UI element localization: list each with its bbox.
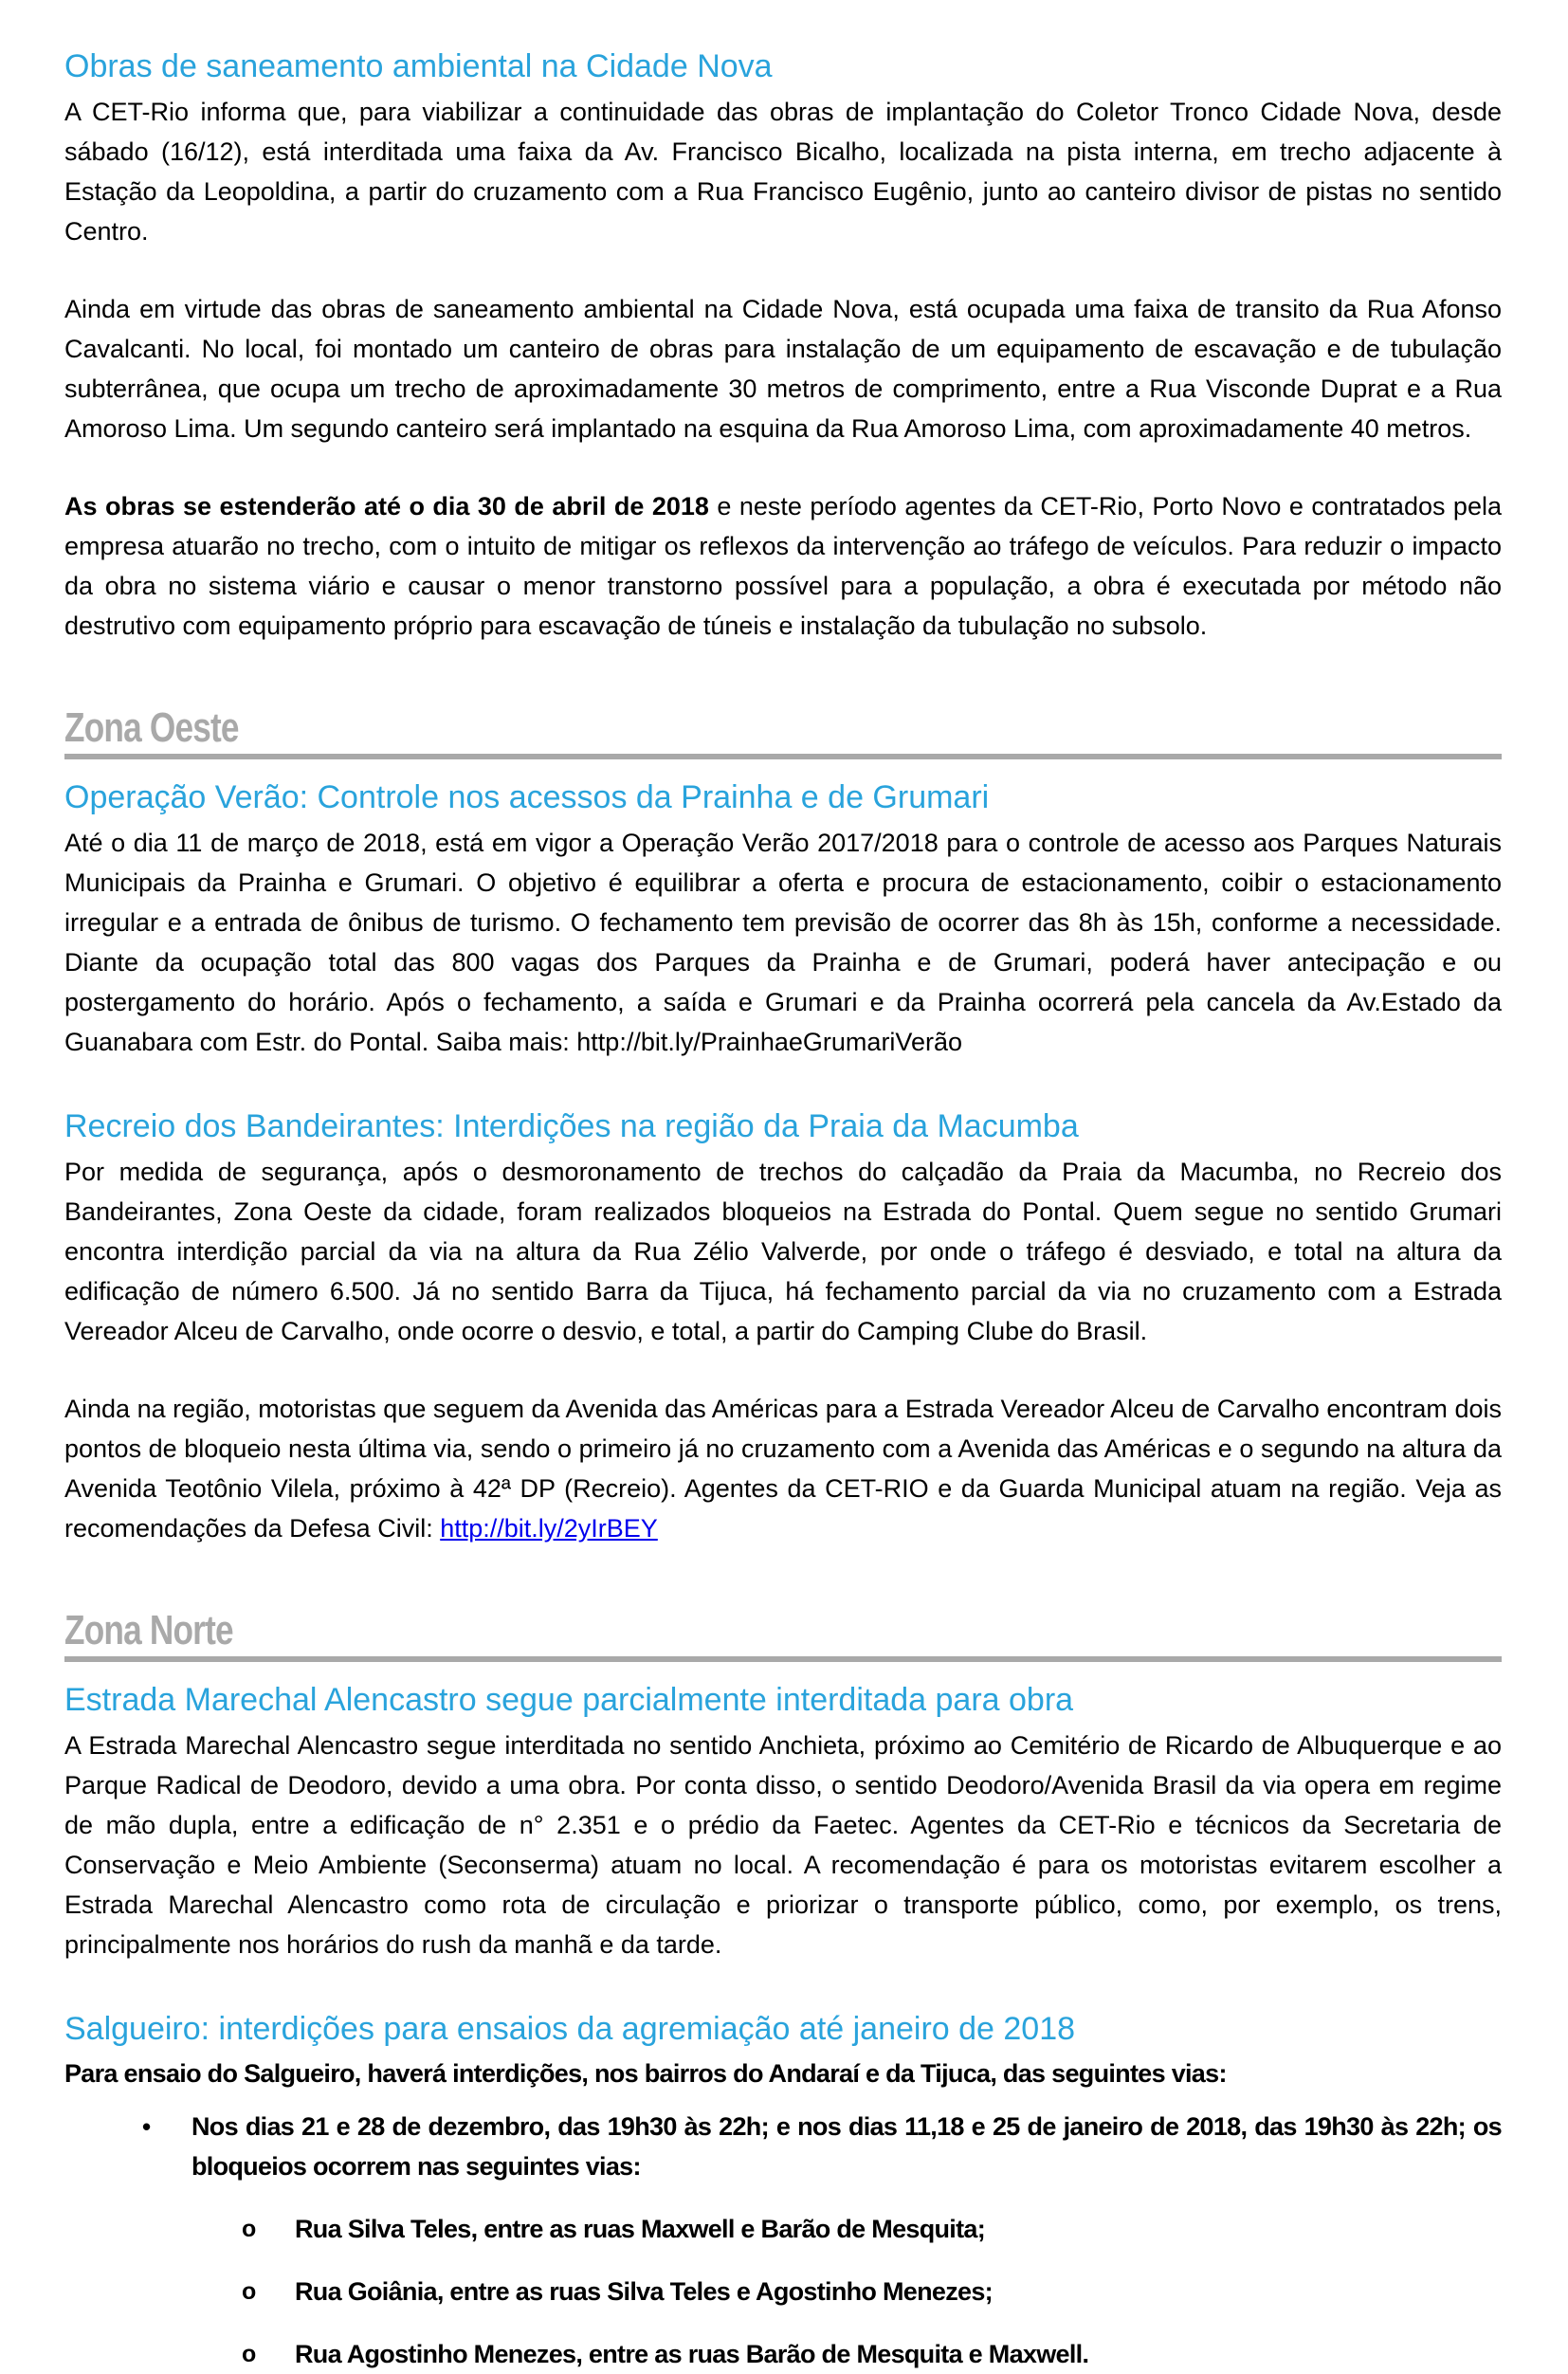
bullet-icon: •: [142, 2112, 151, 2142]
circle-bullet-icon: o: [242, 2341, 256, 2368]
paragraph-cidade-nova-3: [64, 486, 1502, 646]
paragraph-recreio-1: Por medida de segurança, após o desmoronamento de trechos do calçadão da Praia da Macumba, no Recreio dos Bandeirantes, Zona Oeste da cidade, foram realizados bloqueios na Estrada do Pontal. Quem segue no sentido Grumari encontra interdição parcial da via na altura da Rua Zélio Valverde, por onde o tráfego é desviado, e total na altura da edificação de número 6.500. Já no sentido Barra da Tijuca, há fechamento parcial da via no cruzamento com a Estrada Vereador Alceu de Carvalho, onde ocorre o desvio, e total, a partir do Camping Clube do Brasil.: [64, 1157, 1502, 1345]
zone-title-oeste: Zona Oeste: [64, 703, 239, 751]
heading-operacao-verao: Operação Verão: Controle nos acessos da Prainha e de Grumari: [64, 778, 990, 815]
list-item-text: Rua Silva Teles, entre as ruas Maxwell e Barão de Mesquita;: [295, 2215, 986, 2244]
zone-title-norte: Zona Norte: [64, 1606, 233, 1653]
zone-header-oeste: [64, 703, 1502, 759]
paragraph-cidade-nova-1: A CET-Rio informa que, para viabilizar a continuidade das obras de implantação do Coletor Tronco Cidade Nova, desde sábado (16/12), está interditada uma faixa da Av. Francisco Bicalho, localizada na pista interna, em trecho adjacente à Estação da Leopoldina, a partir do cruzamento com a Rua Francisco Eugênio, junto ao canteiro divisor de pistas no sentido Centro.: [64, 97, 1502, 246]
zone-header-norte: [64, 1606, 1502, 1662]
paragraph-recreio-2: [64, 1389, 1502, 1548]
paragraph-salgueiro-intro: Para ensaio do Salgueiro, haverá interdições, nos bairros do Andaraí e da Tijuca, das seguintes vias:: [64, 2059, 1227, 2089]
defesa-civil-link[interactable]: http://bit.ly/2yIrBEY: [440, 1513, 658, 1543]
paragraph-recreio-2-text: Ainda na região, motoristas que seguem da Avenida das Américas para a Estrada Vereador Alceu de Carvalho encontram dois pontos de bloqueio nesta última via, sendo o primeiro já no cruzamento com a Avenida das Américas e o segundo na altura da Avenida Teotônio Vilela, próximo à 42ª DP (Recreio). Agentes da CET-RIO e da Guarda Municipal atuam na região. Veja as recomendações da Defesa Civil:: [64, 1394, 1502, 1543]
heading-marechal-alencastro: Estrada Marechal Alencastro segue parcialmente interditada para obra: [64, 1681, 1074, 1718]
paragraph-cidade-nova-2: Ainda em virtude das obras de saneamento ambiental na Cidade Nova, está ocupada uma faixa de transito da Rua Afonso Cavalcanti. No local, foi montado um canteiro de obras para instalação de um equipamento de escavação e de tubulação subterrânea, que ocupa um trecho de aproximadamente 30 metros de comprimento, entre a Rua Visconde Duprat e a Rua Amoroso Lima. Um segundo canteiro será implantado na esquina da Rua Amoroso Lima, com aproximadamente 40 metros.: [64, 294, 1502, 443]
paragraph-cidade-nova-3-rest: e neste período agentes da CET-Rio, Porto Novo e contratados pela empresa atuarão no trecho, com o intuito de mitigar os reflexos da intervenção ao tráfego de veículos. Para reduzir o impacto da obra no sistema viário e causar o menor transtorno possível para a população, a obra é executada por método não destrutivo com equipamento próprio para escavação de túneis e instalação da tubulação no subsolo.: [64, 491, 1502, 640]
zone-rule: [64, 1656, 1502, 1662]
list-item: [242, 2272, 1502, 2311]
zone-rule: [64, 754, 1502, 759]
list-item-text: Rua Goiânia, entre as ruas Silva Teles e Agostinho Menezes;: [295, 2277, 993, 2307]
heading-cidade-nova: Obras de saneamento ambiental na Cidade Nova: [64, 48, 773, 84]
list-item-text: Nos dias 21 e 28 de dezembro, das 19h30 às 22h; e nos dias 11,18 e 25 de janeiro de 2018, das 19h30 às 22h; os bloqueios ocorrem nas seguintes vias:: [191, 2112, 1502, 2182]
list-item-text: Rua Agostinho Menezes, entre as ruas Barão de Mesquita e Maxwell.: [295, 2340, 1089, 2369]
list-item: [242, 2209, 1502, 2249]
circle-bullet-icon: o: [242, 2278, 256, 2306]
paragraph-marechal-alencastro: A Estrada Marechal Alencastro segue interditada no sentido Anchieta, próximo ao Cemitério de Ricardo de Albuquerque e ao Parque Radical de Deodoro, devido a uma obra. Por conta disso, o sentido Deodoro/Avenida Brasil da via opera em regime de mão dupla, entre a edificação de n° 2.351 e o prédio da Faetec. Agentes da CET-Rio e técnicos da Secretaria de Conservação e Meio Ambiente (Seconserma) atuam no local. A recomendação é para os motoristas evitarem escolher a Estrada Marechal Alencastro como rota de circulação e priorizar o transporte público, como, por exemplo, os trens, principalmente nos horários do rush da manhã e da tarde.: [64, 1730, 1502, 1959]
circle-bullet-icon: o: [242, 2216, 256, 2243]
heading-salgueiro: Salgueiro: interdições para ensaios da agremiação até janeiro de 2018: [64, 2010, 1076, 2047]
bold-date-lead: As obras se estenderão até o dia 30 de abril de 2018: [64, 491, 709, 520]
list-item: [142, 2107, 1502, 2186]
paragraph-operacao-verao: Até o dia 11 de março de 2018, está em vigor a Operação Verão 2017/2018 para o controle de acesso aos Parques Naturais Municipais da Prainha e Grumari. O objetivo é equilibrar a oferta e procura de estacionamento, coibir o estacionamento irregular e a entrada de ônibus de turismo. O fechamento tem previsão de ocorrer das 8h às 15h, conforme a necessidade. Diante da ocupação total das 800 vagas dos Parques da Prainha e de Grumari, poderá haver antecipação e ou postergamento do horário. Após o fechamento, a saída e Grumari e da Prainha ocorrerá pela cancela da Av.Estado da Guanabara com Estr. do Pontal. Saiba mais: http://bit.ly/PrainhaeGrumariVerão: [64, 828, 1502, 1056]
bullet-list: [64, 2107, 1502, 2374]
list-item: [242, 2334, 1502, 2374]
heading-recreio: Recreio dos Bandeirantes: Interdições na região da Praia da Macumba: [64, 1107, 1079, 1144]
